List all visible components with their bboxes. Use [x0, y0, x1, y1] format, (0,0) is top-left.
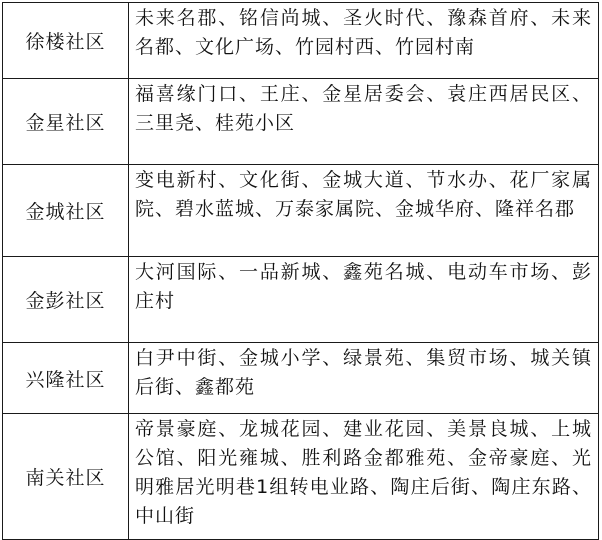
community-name: 南关社区 [3, 414, 129, 540]
community-name: 兴隆社区 [3, 343, 129, 414]
table-row [3, 343, 599, 414]
community-areas: 未来名郡、铭信尚城、圣火时代、豫森首府、未来名都、文化广场、竹园村西、竹园村南 [129, 3, 599, 79]
community-name: 金城社区 [3, 165, 129, 257]
community-areas-table [2, 2, 599, 540]
community-name: 金星社区 [3, 79, 129, 165]
community-areas: 白尹中街、金城小学、绿景苑、集贸市场、城关镇后街、鑫都苑 [129, 343, 599, 414]
community-areas: 福喜缘门口、王庄、金星居委会、袁庄西居民区、三里尧、桂苑小区 [129, 79, 599, 165]
table-row [3, 79, 599, 165]
table-row [3, 257, 599, 343]
community-name: 金彭社区 [3, 257, 129, 343]
community-name: 徐楼社区 [3, 3, 129, 79]
table-row [3, 414, 599, 540]
community-areas: 大河国际、一品新城、鑫苑名城、电动车市场、彭庄村 [129, 257, 599, 343]
community-areas: 变电新村、文化街、金城大道、节水办、花厂家属院、碧水蓝城、万泰家属院、金城华府、隆祥名郡 [129, 165, 599, 257]
table-row [3, 3, 599, 79]
community-areas: 帝景豪庭、龙城花园、建业花园、美景良城、上城公馆、阳光雍城、胜利路金都雅苑、金帝豪庭、光明雅居光明巷1组转电业路、陶庄后街、陶庄东路、中山街 [129, 414, 599, 540]
table-row [3, 165, 599, 257]
